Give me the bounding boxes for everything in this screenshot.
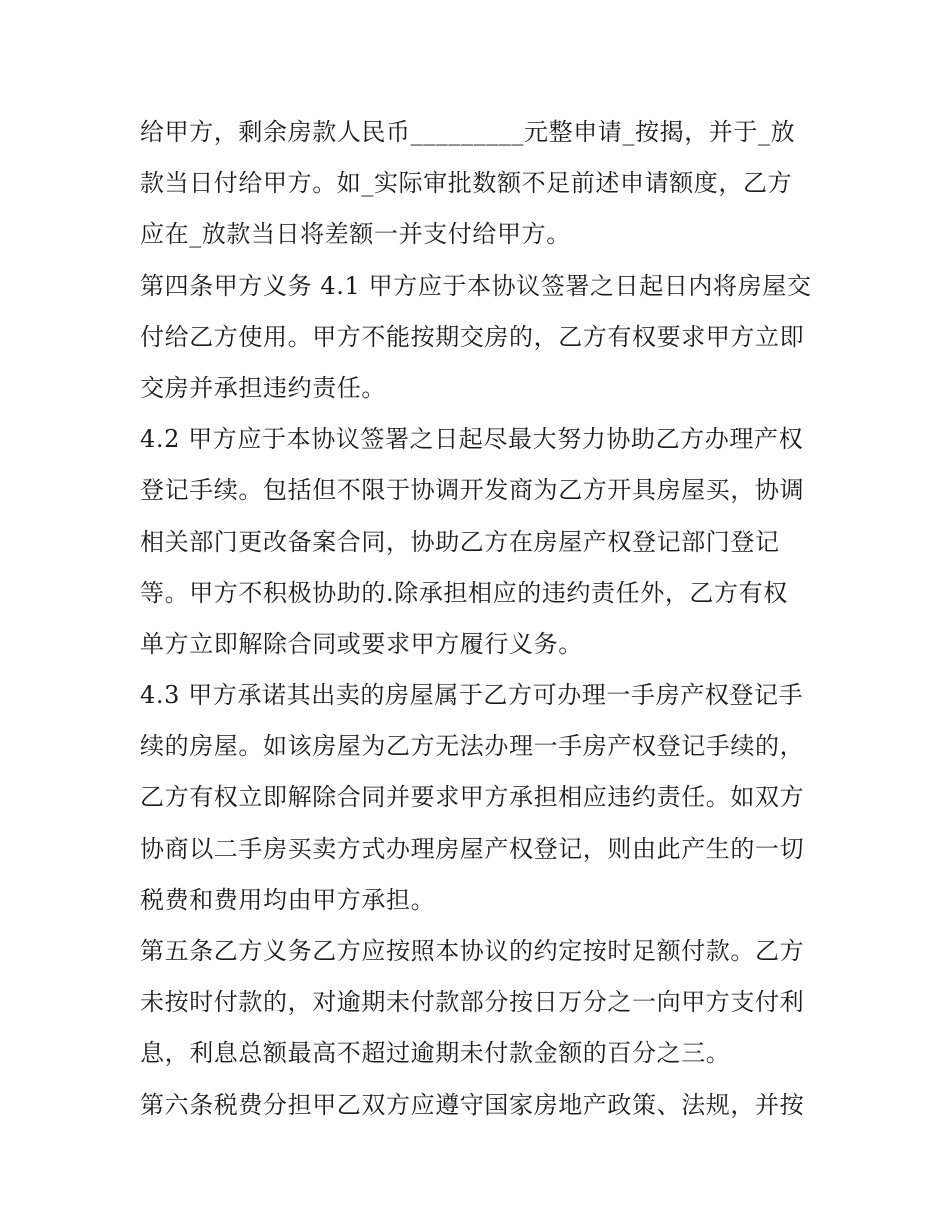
text-line: 单方立即解除合同或要求甲方履行义务。: [140, 629, 583, 658]
paragraph-payment-terms: [140, 107, 820, 261]
paragraph-article-5: [140, 926, 820, 1080]
text-line: 交房并承担违约责任。: [140, 373, 386, 402]
text-line: 给甲方，剩余房款人民币_________元整申请_按揭，并于_放: [140, 118, 796, 146]
text-line: 续的房屋。如该房屋为乙方无法办理一手房产权登记手续的，: [140, 732, 805, 761]
text-line: 登记手续。包括但不限于协调开发商为乙方开具房屋买，协调: [140, 476, 805, 505]
text-line: 第五条乙方义务乙方应按照本协议的约定按时足额付款。乙方: [140, 937, 805, 965]
text-line: 税费和费用均由甲方承担。: [140, 885, 436, 914]
text-line: 协商以二手房买卖方式办理房屋产权登记，则由此产生的一切: [140, 834, 805, 863]
text-line: 第六条税费分担甲乙双方应遵守国家房地产政策、法规，并按: [140, 1090, 805, 1119]
text-line: 付给乙方使用。甲方不能按期交房的，乙方有权要求甲方立即: [140, 322, 805, 351]
text-line: 相关部门更改备案合同，协助乙方在房屋产权登记部门登记: [140, 527, 780, 556]
text-line: 4.3 甲方承诺其出卖的房屋属于乙方可办理一手房产权登记手: [140, 681, 804, 710]
paragraph-article-4-1: [140, 261, 820, 415]
document-body: [140, 107, 820, 1131]
paragraph-article-4-3: [140, 670, 820, 926]
text-line: 未按时付款的，对逾期未付款部分按日万分之一向甲方支付利: [140, 988, 805, 1017]
text-line: 4.2 甲方应于本协议签署之日起尽最大努力协助乙方办理产权: [140, 425, 804, 454]
text-line: 第四条甲方义务 4.1 甲方应于本协议签署之日起日内将房屋交: [140, 271, 812, 300]
text-line: 等。甲方不积极协助的.除承担相应的违约责任外，乙方有权: [140, 578, 788, 607]
text-line: 乙方有权立即解除合同并要求甲方承担相应违约责任。如双方: [140, 783, 805, 812]
paragraph-article-6: [140, 1080, 820, 1131]
text-line: 款当日付给甲方。如_实际审批数额不足前述申请额度，乙方: [140, 169, 793, 198]
text-line: 息，利息总额最高不超过逾期未付款金额的百分之三。: [140, 1039, 731, 1068]
text-line: 应在_放款当日将差额一并支付给甲方。: [140, 220, 571, 249]
paragraph-article-4-2: [140, 414, 820, 670]
